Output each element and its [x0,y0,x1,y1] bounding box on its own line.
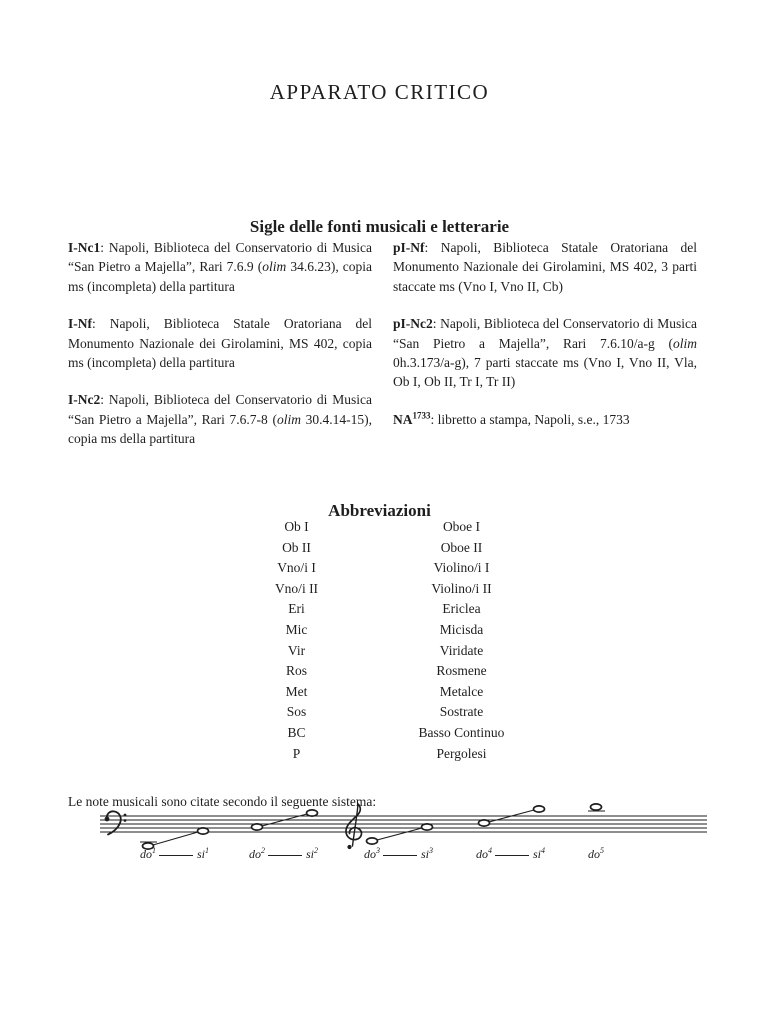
note-si4 [534,806,545,812]
label-connector [495,855,529,856]
note-label-superscript: 4 [541,846,546,855]
page-title: APPARATO CRITICO [269,80,490,105]
abbreviation-full: Metalce [439,683,484,699]
entry-text: : Napoli, Biblioteca del Conservatorio di Musica “San Pietro a Majella”, Rari 7.6.7-8 ( [68,392,372,427]
abbreviations-heading: Abbreviazioni [328,501,431,521]
sources-left-column [68,238,372,467]
source-siglum: pI-Nc2 [393,316,433,332]
bass-clef-icon [105,811,127,834]
abbreviation-row [214,682,544,703]
note-label-do2: $do^2$ [249,846,265,861]
abbreviation-row [214,723,544,744]
abbreviation-full: Oboe I [442,519,481,534]
note-label-superscript: 2 [261,846,265,855]
abbreviation-row [214,620,544,641]
source-entry [393,314,697,392]
abbreviation-short: BC [287,724,306,740]
sources-section-heading: Sigle delle fonti musicali e letterarie [249,217,510,237]
note-label-si2: $si^2$ [305,846,319,861]
abbreviation-short: Mic [285,621,308,637]
note-do4 [479,820,490,826]
source-entry [68,314,372,372]
abbreviation-row [214,702,544,723]
abbreviation-row [214,641,544,662]
abbreviation-row [214,661,544,682]
treble-clef-icon [346,804,361,849]
abbreviation-row [214,517,544,538]
source-siglum: $NA^{1733}$ [393,410,431,427]
abbreviation-short: Ob II [282,539,311,555]
abbreviation-short: Ros [285,663,307,679]
note-label-si3: $si^3$ [420,846,434,861]
note-do3 [367,838,378,844]
abbreviation-short: Sos [286,704,307,720]
note-do5 [591,804,602,810]
staff-note-labels [95,847,715,867]
abbreviation-row [214,538,544,559]
abbreviation-full: Sostrate [439,704,484,720]
entry-text: : Napoli, Biblioteca del Conservatorio di Musica “San Pietro a Majella”, Rari 7.6.9 ( [68,240,372,275]
abbreviation-short: Vno/i I [277,560,316,576]
abbreviation-full: Rosmene [436,663,487,679]
abbreviation-short: P [292,745,301,761]
source-siglum: I-Nc2 [68,392,101,408]
note-label-superscript: 1 [152,846,156,855]
entry-text-italic: olim [276,411,301,427]
abbreviation-full: Violino/i II [431,580,492,596]
abbreviation-short: Vir [287,642,306,658]
notation-intro: Le note musicali sono citate secondo il seguente sistema: [68,793,377,809]
source-entry [68,390,372,448]
siglum-superscript: 1733 [412,410,431,421]
octave-connectors [153,810,534,845]
abbreviation-row [214,744,544,765]
abbreviation-short: Eri [288,601,305,617]
entry-text: : libretto a stampa, Napoli, s.e., 1733 [430,411,630,427]
abbreviation-row [214,579,544,600]
sources-right-column [393,238,697,467]
source-entry [393,238,697,296]
abbreviation-full: Violino/i I [433,560,490,576]
note-si2 [307,810,318,816]
abbreviation-row [214,599,544,620]
abbreviation-full: Ericlea [442,601,481,617]
abbreviation-full: Oboe II [440,539,483,555]
abbreviation-short: Met [285,683,308,699]
abbreviation-full: Viridate [439,642,484,658]
entry-text: : Napoli, Biblioteca del Conservatorio di Musica “San Pietro a Majella”, Rari 7.6.10/a-g ( [393,316,697,351]
label-connector [268,855,302,856]
note-label-do5: $do^5$ [588,846,604,861]
note-label-superscript: 5 [600,846,604,855]
source-entry [393,410,697,429]
note-label-si1: $si^1$ [196,846,210,861]
note-do2 [252,824,263,830]
note-label-superscript: 3 [376,846,380,855]
note-label-superscript: 4 [488,846,492,855]
abbreviations-table [214,517,544,764]
label-connector [159,855,193,856]
entry-text: : Napoli, Biblioteca Statale Oratoriana del Monumento Nazionale dei Girolamini, MS 402, copia ms (incompleta) della partitura [68,316,372,371]
note-label-do1: $do^1$ [140,846,156,861]
note-label-superscript: 2 [314,846,319,855]
note-si3 [422,824,433,830]
note-label-do4: $do^4$ [476,846,492,861]
entry-text-italic: olim [672,335,697,351]
note-label-superscript: 3 [429,846,434,855]
label-connector [383,855,417,856]
entry-text: 30.4.14-15), copia ms della partitura [68,411,372,447]
abbreviation-short: Vno/i II [274,580,319,596]
note-si1 [198,828,209,834]
abbreviation-full: Micisda [439,621,484,637]
entry-text-italic: olim [262,259,287,275]
abbreviation-short: Ob I [284,519,309,534]
sources-columns [68,238,698,467]
abbreviation-full: Basso Continuo [418,724,505,740]
abbreviation-row [214,558,544,579]
entry-text: : Napoli, Biblioteca Statale Oratoriana del Monumento Nazionale dei Girolamini, MS 402, 3 parti staccate ms (Vno I, Vno II, Cb) [393,240,697,294]
source-siglum: I-Nf [68,316,92,332]
staff-lines [100,816,707,832]
entry-text: 0h.3.173/a-g), 7 parti staccate ms (Vno I, Vno II, Vla, Ob I, Ob II, Tr I, Tr II) [393,355,697,390]
source-entry [68,238,372,296]
note-label-si4: $si^4$ [532,846,546,861]
source-siglum: I-Nc1 [68,240,101,255]
source-siglum: pI-Nf [393,240,425,255]
entry-text: 34.6.23), copia ms (incompleta) della partitura [68,259,372,294]
abbreviation-full: Pergolesi [436,745,487,761]
note-label-superscript: 1 [205,846,210,855]
note-label-do3: $do^3$ [364,846,380,861]
